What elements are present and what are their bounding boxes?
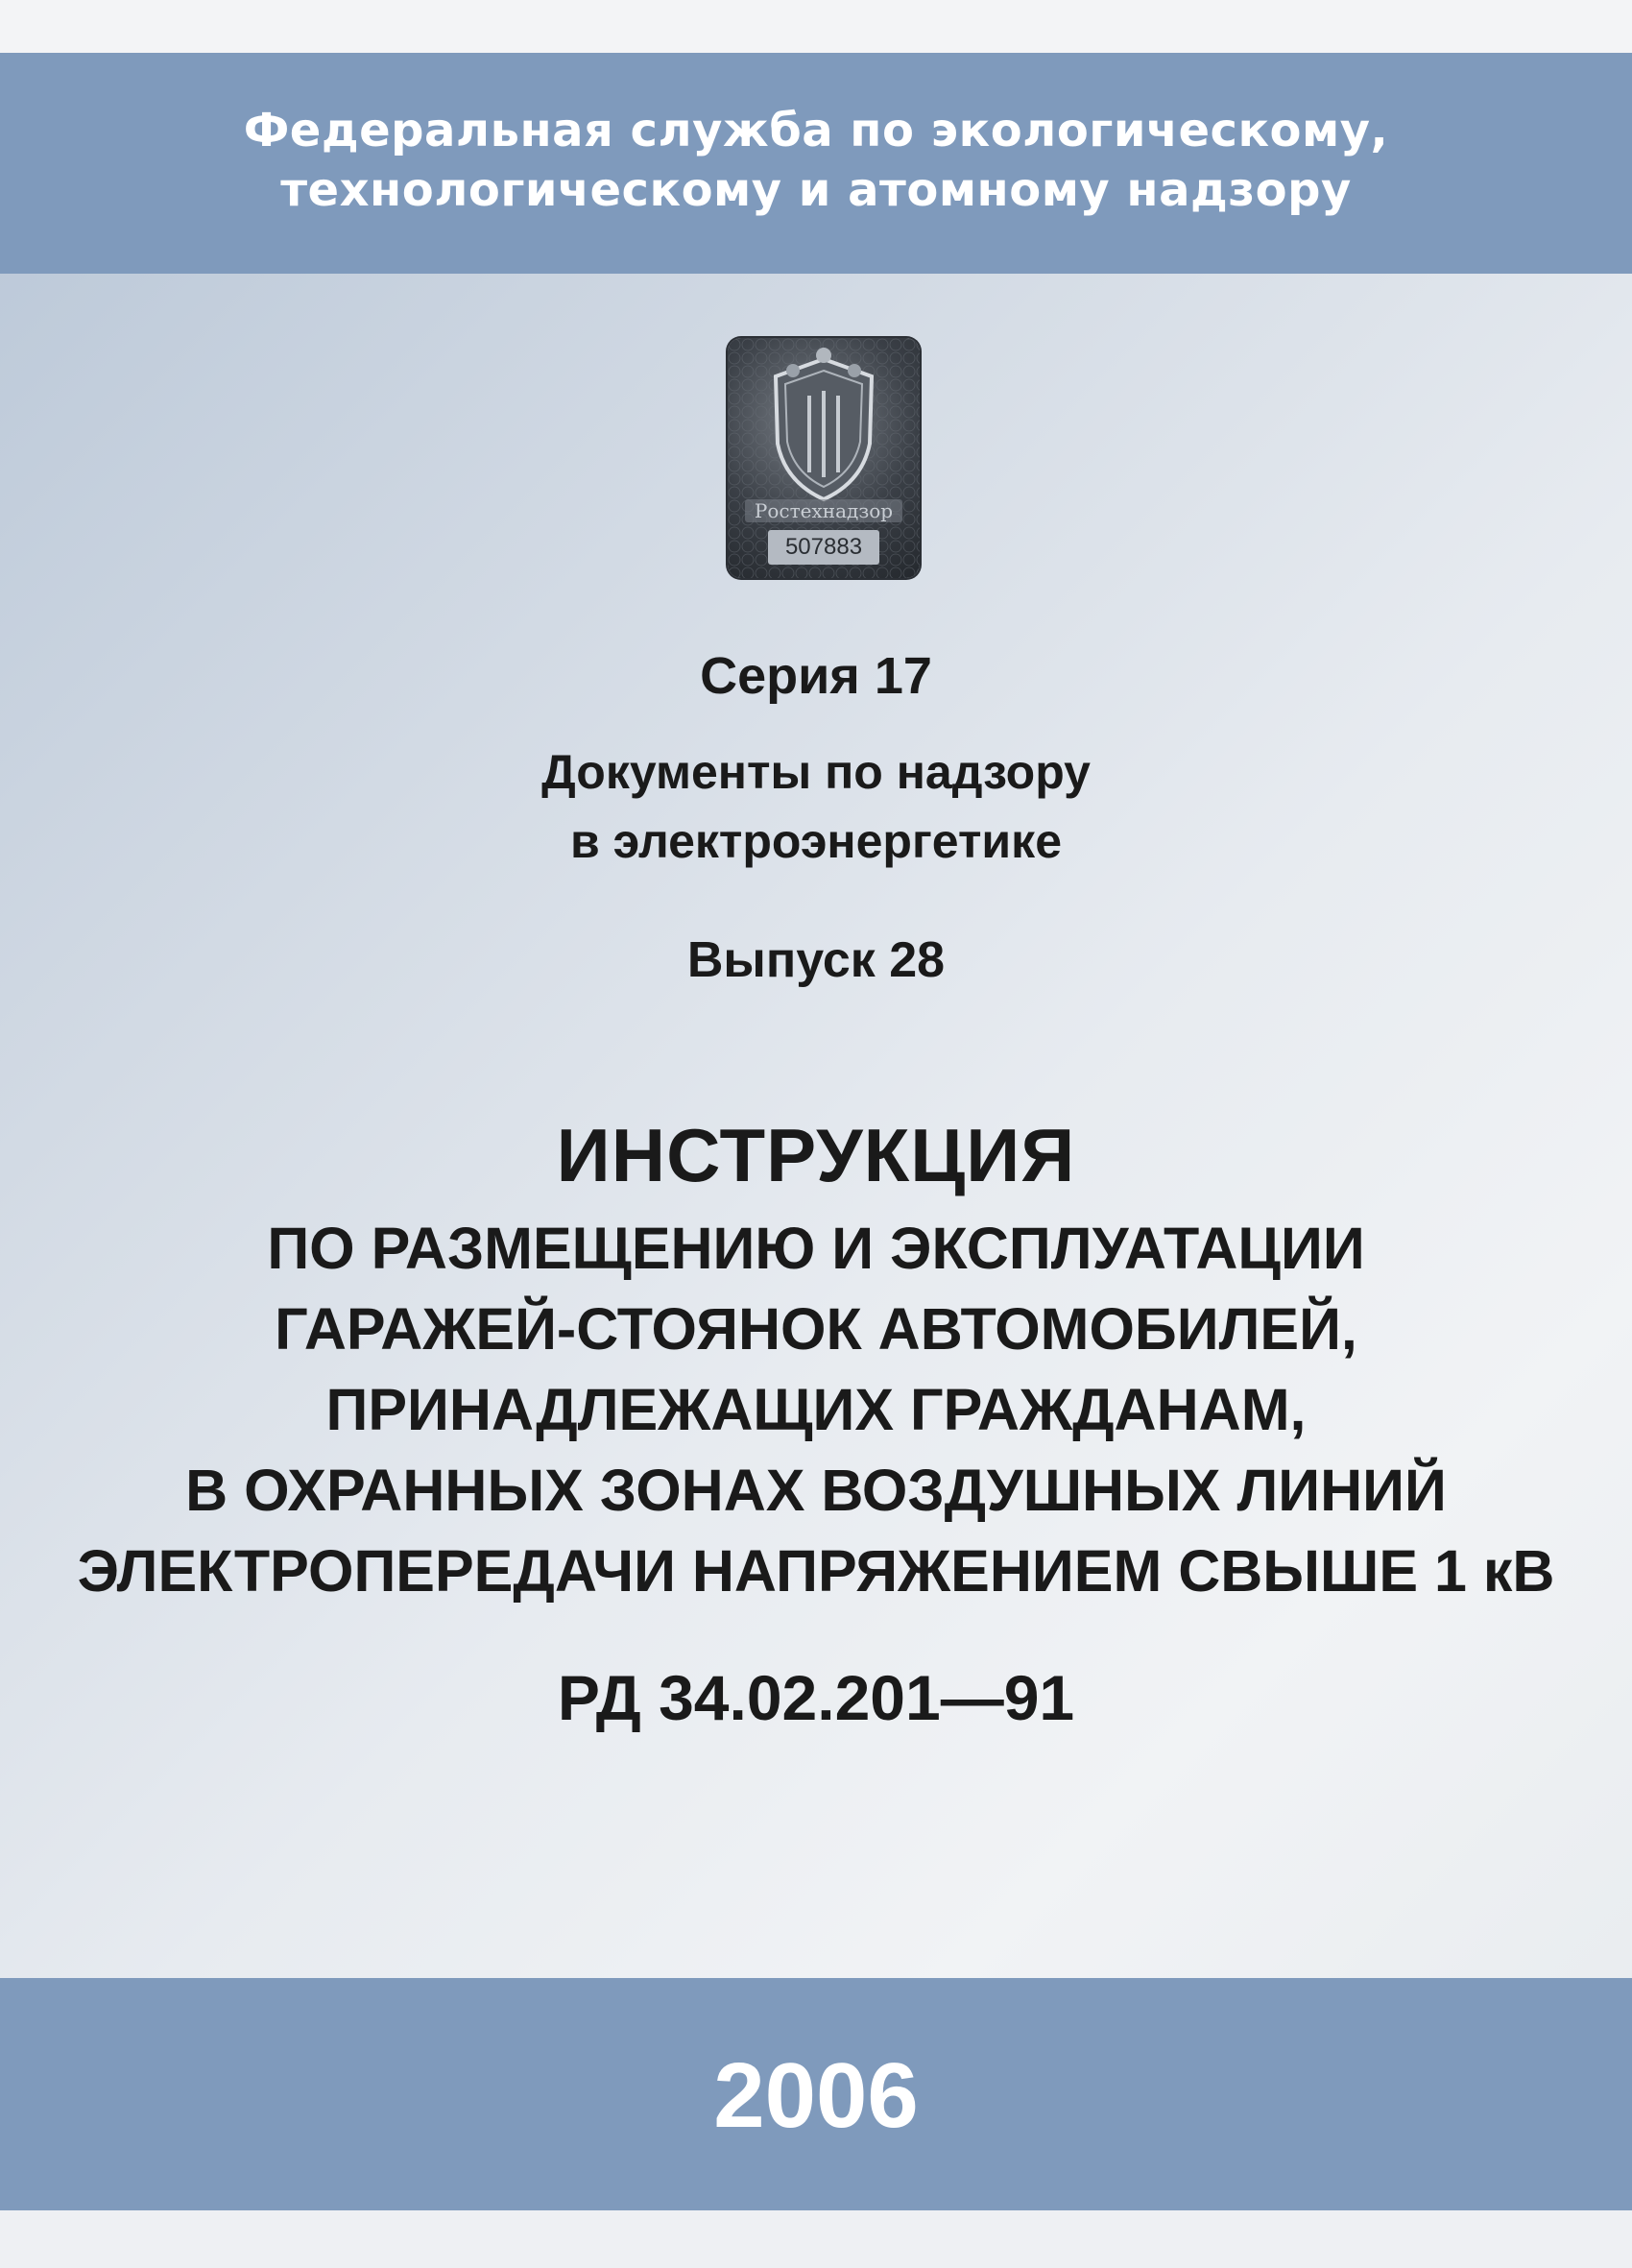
document-subtitle-line: ПРИНАДЛЕЖАЩИХ ГРАЖДАНАМ, bbox=[325, 1377, 1307, 1442]
agency-line-1: Федеральная служба по экологическому, bbox=[243, 104, 1389, 157]
top-edge bbox=[0, 0, 1632, 53]
document-subtitle-line: ГАРАЖЕЙ-СТОЯНОК АВТОМОБИЛЕЙ, bbox=[275, 1296, 1357, 1362]
document-subtitle-line: ЭЛЕКТРОПЕРЕДАЧИ НАПРЯЖЕНИЕМ СВЫШЕ 1 кВ bbox=[77, 1538, 1555, 1604]
document-subtitle-line: ПО РАЗМЕЩЕНИЮ И ЭКСПЛУАТАЦИИ bbox=[267, 1216, 1365, 1281]
series-subtitle bbox=[0, 737, 1632, 876]
agency-name bbox=[0, 101, 1632, 220]
agency-line-2: технологическому и атомному надзору bbox=[280, 163, 1352, 217]
bottom-edge bbox=[0, 2210, 1632, 2268]
series-subtitle-line-1: Документы по надзору bbox=[541, 745, 1091, 799]
document-subtitle-line: В ОХРАННЫХ ЗОНАХ ВОЗДУШНЫХ ЛИНИЙ bbox=[185, 1458, 1447, 1523]
hologram-seal bbox=[728, 338, 920, 578]
document-title: ИНСТРУКЦИЯ bbox=[556, 1113, 1076, 1197]
series-title: Серия 17 bbox=[700, 647, 932, 705]
series-subtitle-line-2: в электроэнергетике bbox=[569, 814, 1063, 868]
document-code: РД 34.02.201—91 bbox=[557, 1662, 1075, 1733]
issue-number: Выпуск 28 bbox=[686, 932, 946, 988]
hologram-label: Ростехнадзор bbox=[745, 499, 902, 522]
hologram-number: 507883 bbox=[768, 530, 879, 565]
publication-year: 2006 bbox=[713, 2044, 919, 2147]
document-subtitle bbox=[0, 1208, 1632, 1611]
